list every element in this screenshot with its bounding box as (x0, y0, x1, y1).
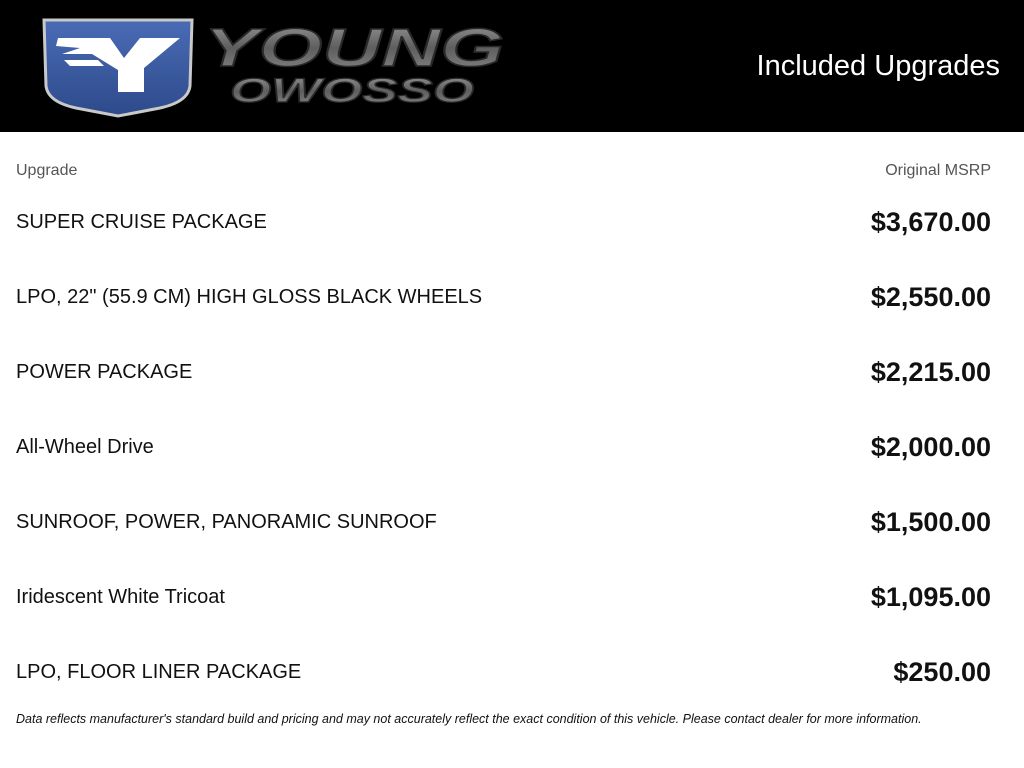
column-headers (0, 132, 1024, 180)
list-item (0, 555, 1024, 630)
header-bar (0, 0, 1024, 132)
list-item (0, 330, 1024, 405)
upgrade-price: $2,550.00 (870, 282, 991, 312)
logo-text-bottom: OWOSSO (230, 72, 474, 110)
list-item (0, 630, 1024, 705)
upgrade-price: $1,500.00 (870, 507, 991, 537)
upgrade-price: $2,000.00 (870, 432, 991, 462)
logo-text-top: YOUNG (204, 18, 504, 78)
column-header-msrp: Original MSRP (885, 162, 991, 179)
column-header-upgrade: Upgrade (16, 162, 78, 179)
dealer-logo (40, 16, 510, 118)
page-title: Included Upgrades (756, 50, 1000, 82)
disclaimer-text: Data reflects manufacturer's standard build and pricing and may not accurately reflect the exact condition of this vehicle. Please contact dealer for more information. (16, 712, 922, 726)
upgrade-price: $1,095.00 (870, 582, 991, 612)
upgrade-name: SUNROOF, POWER, PANORAMIC SUNROOF (16, 511, 437, 533)
upgrade-price: $3,670.00 (870, 207, 991, 237)
list-item (0, 405, 1024, 480)
upgrade-price: $250.00 (893, 657, 991, 687)
upgrade-price: $2,215.00 (870, 357, 991, 387)
upgrade-name: SUPER CRUISE PACKAGE (16, 211, 267, 233)
upgrade-list (0, 180, 1024, 705)
upgrade-name: LPO, 22" (55.9 CM) HIGH GLOSS BLACK WHEELS (16, 286, 483, 308)
upgrade-name: Iridescent White Tricoat (16, 586, 225, 608)
list-item (0, 255, 1024, 330)
list-item (0, 180, 1024, 255)
list-item (0, 480, 1024, 555)
upgrade-name: LPO, FLOOR LINER PACKAGE (16, 661, 302, 683)
upgrade-name: All-Wheel Drive (16, 436, 154, 458)
upgrade-name: POWER PACKAGE (16, 361, 193, 383)
